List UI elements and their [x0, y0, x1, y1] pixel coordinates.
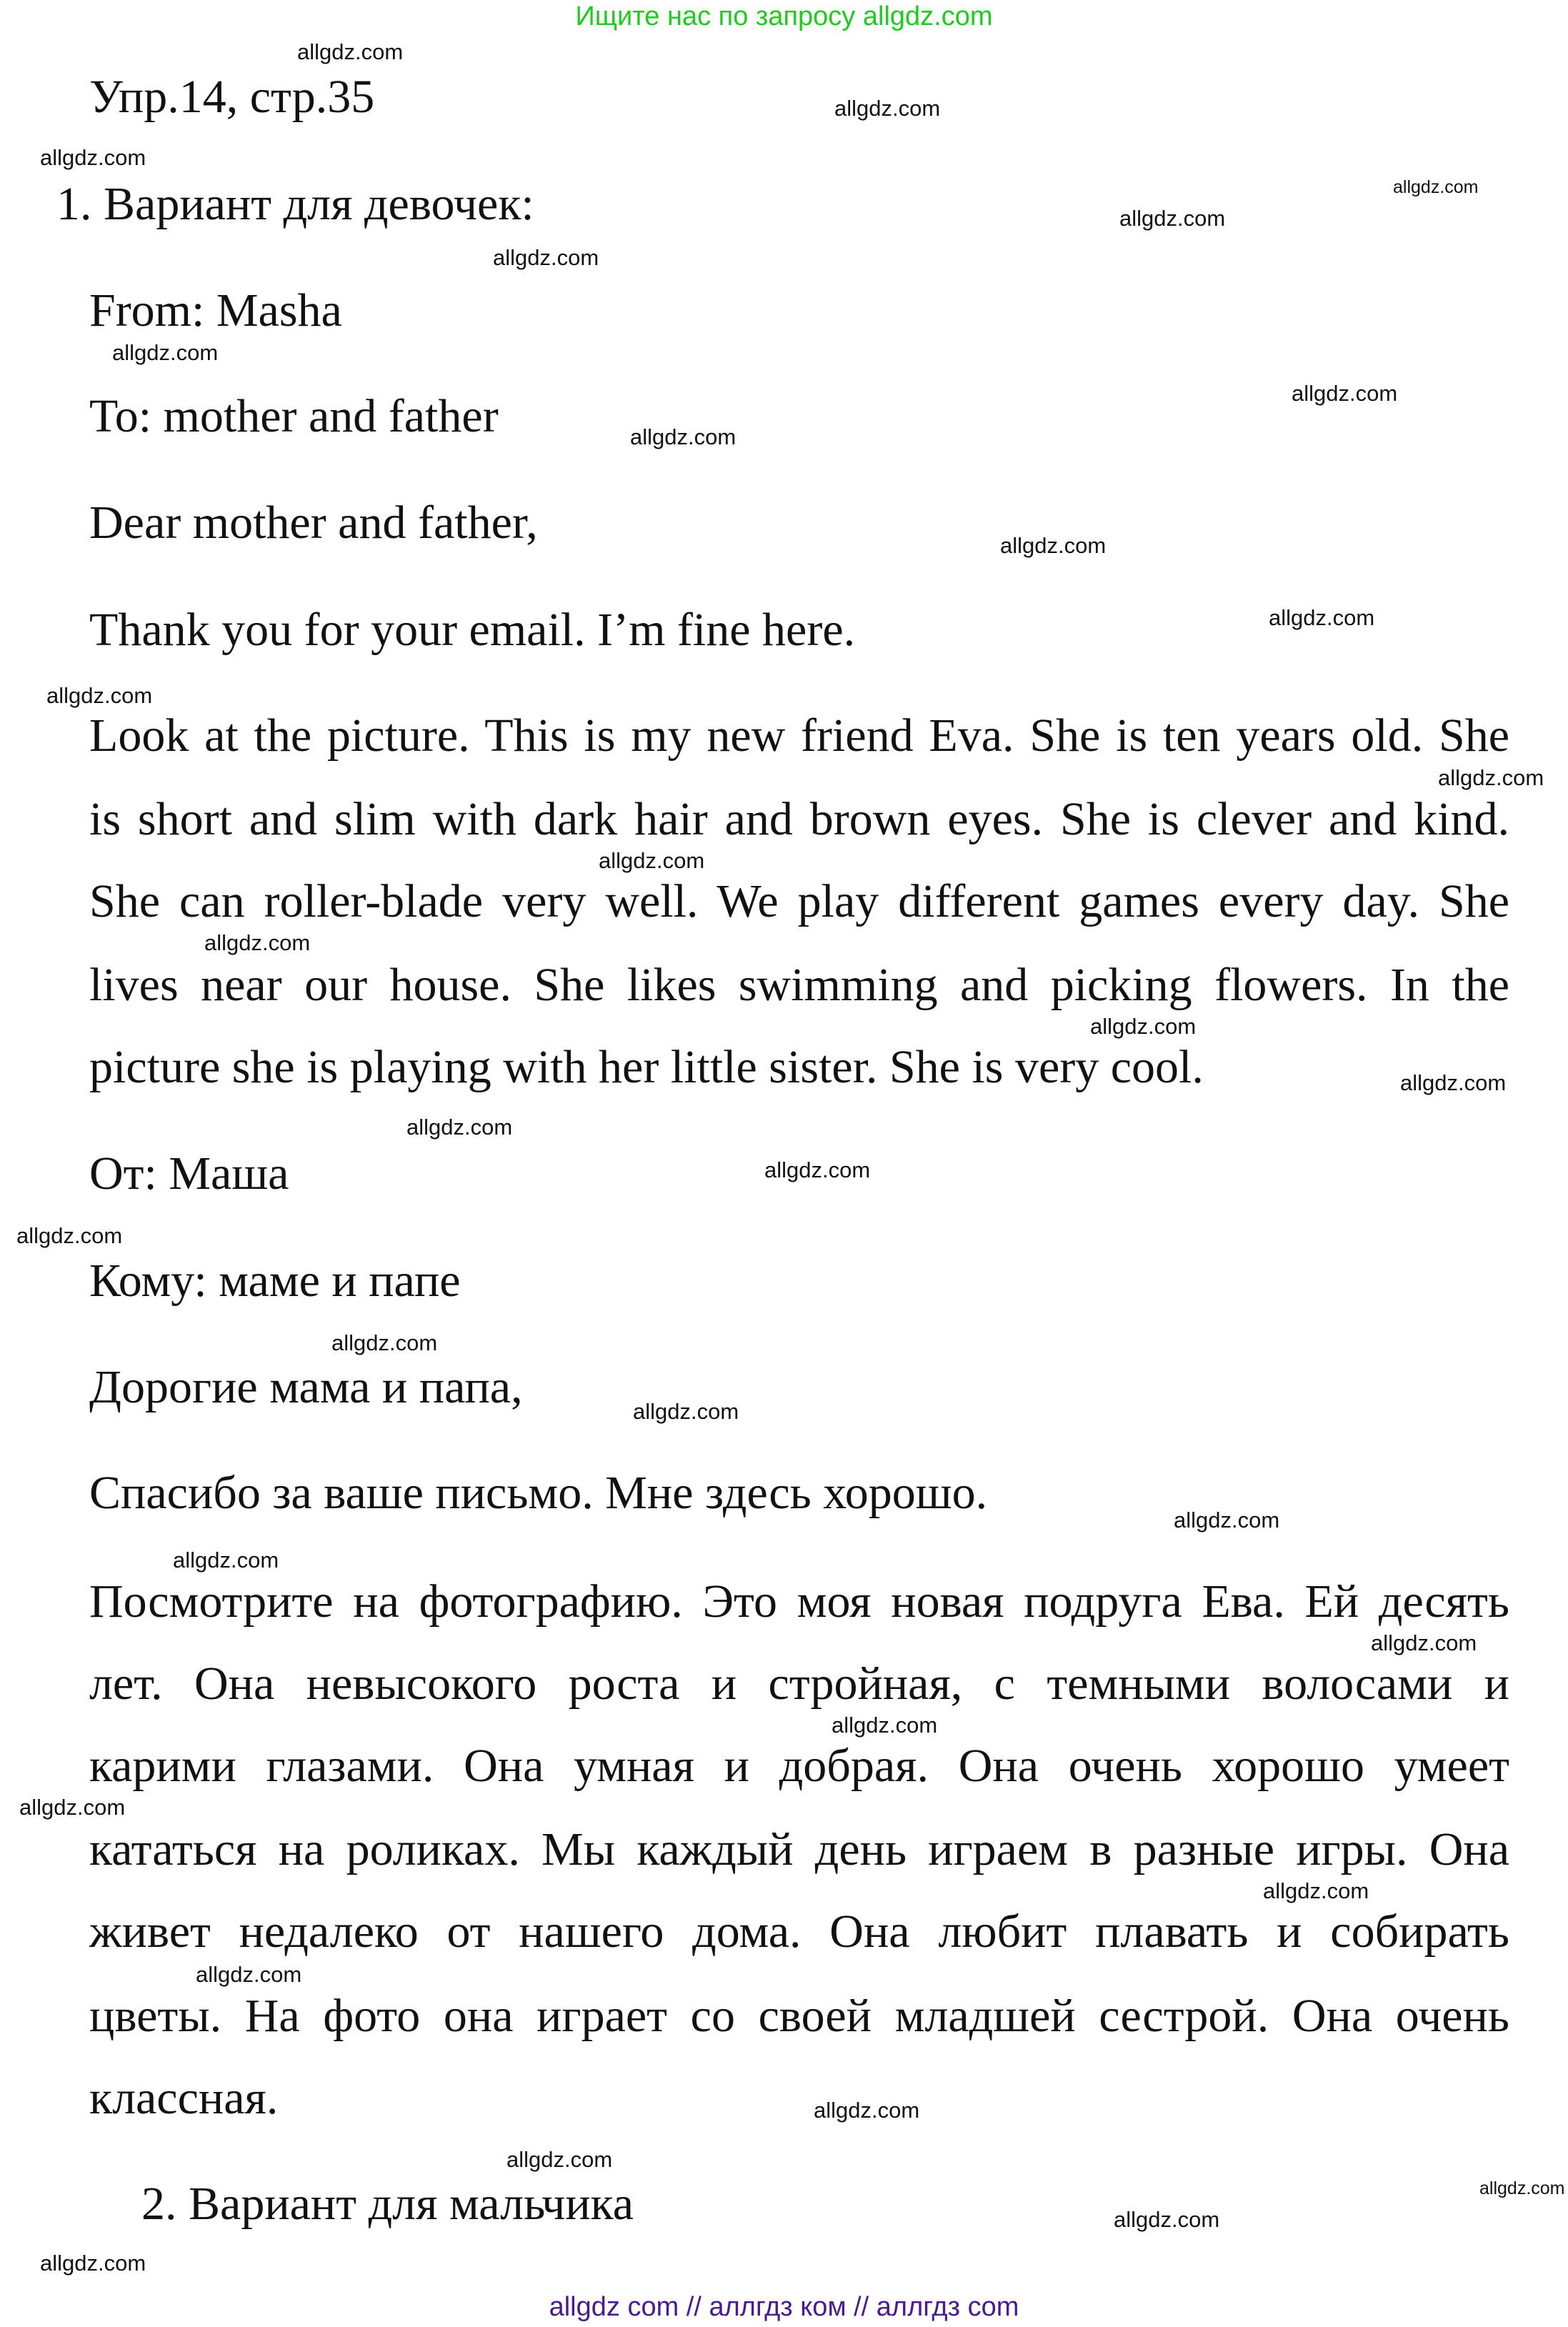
watermark: allgdz.com [1263, 1878, 1369, 1903]
letter-body-line-ru: лет. Она невысокого роста и стройная, с темными волосами и [89, 1658, 1509, 1710]
watermark: allgdz.com [1119, 206, 1226, 231]
letter-body-line: Look at the picture. This is my new friend Eva. She is ten years old. She [89, 710, 1509, 762]
watermark: allgdz.com [599, 848, 705, 873]
watermark: allgdz.com [1393, 177, 1479, 197]
letter-body-line-ru: кататься на роликах. Мы каждый день играем в разные игры. Она [89, 1824, 1509, 1875]
page-title: Упр.14, стр.35 [89, 71, 375, 123]
watermark: allgdz.com [506, 2147, 613, 2172]
letter-to-ru: Кому: маме и папе [89, 1255, 461, 1307]
watermark: allgdz.com [630, 424, 736, 449]
watermark: allgdz.com [40, 2251, 146, 2276]
variant-1-heading: 1. Вариант для девочек: [56, 178, 534, 230]
letter-body-line-ru: карими глазами. Она умная и добрая. Она очень хорошо умеет [89, 1740, 1509, 1792]
watermark: allgdz.com [1400, 1070, 1507, 1095]
letter-body-line: is short and slim with dark hair and brown eyes. She is clever and kind. [89, 794, 1509, 845]
watermark: allgdz.com [1174, 1508, 1280, 1533]
watermark: allgdz.com [19, 1795, 126, 1820]
letter-body-line: She can roller-blade very well. We play different games every day. She [89, 876, 1509, 927]
letter-greeting-ru: Дорогие мама и папа, [89, 1361, 523, 1413]
watermark: allgdz.com [1114, 2207, 1220, 2232]
letter-to: To: mother and father [89, 390, 499, 442]
watermark: allgdz.com [1371, 1630, 1477, 1655]
footer-banner[interactable]: allgdz com // аллгдз ком // аллгдз com [549, 2292, 1019, 2322]
watermark: allgdz.com [331, 1330, 438, 1355]
watermark: allgdz.com [764, 1157, 871, 1182]
watermark: allgdz.com [40, 145, 146, 170]
letter-body-line: lives near our house. She likes swimming and picking flowers. In the [89, 960, 1509, 1011]
letter-greeting: Dear mother and father, [89, 497, 538, 549]
watermark: allgdz.com [297, 39, 404, 64]
letter-body-line-ru: цветы. На фото она играет со своей младшей сестрой. Она очень [89, 1990, 1509, 2042]
letter-from: From: Masha [89, 284, 342, 337]
watermark: allgdz.com [834, 96, 941, 121]
watermark: allgdz.com [1000, 533, 1107, 558]
letter-body-line-ru: живет недалеко от нашего дома. Она любит плавать и собирать [89, 1906, 1509, 1958]
letter-thanks-ru: Спасибо за ваше письмо. Мне здесь хорошо. [89, 1467, 988, 1519]
watermark: allgdz.com [46, 683, 153, 708]
watermark: allgdz.com [1438, 765, 1544, 790]
watermark: allgdz.com [1479, 2178, 1565, 2198]
watermark: allgdz.com [173, 1548, 279, 1573]
watermark: allgdz.com [1090, 1014, 1197, 1039]
letter-from-ru: От: Маша [89, 1147, 289, 1200]
watermark: allgdz.com [1269, 605, 1375, 630]
watermark: allgdz.com [196, 1962, 302, 1987]
letter-thanks: Thank you for your email. I’m fine here. [89, 604, 856, 656]
watermark: allgdz.com [633, 1399, 739, 1424]
watermark: allgdz.com [493, 245, 599, 270]
watermark: allgdz.com [112, 340, 219, 365]
watermark: allgdz.com [16, 1223, 123, 1248]
variant-2-heading: 2. Вариант для мальчика [141, 2178, 634, 2230]
search-banner[interactable]: Ищите нас по запросу allgdz.com [575, 1, 993, 31]
watermark: allgdz.com [1292, 381, 1398, 406]
letter-body-line-ru: классная. [89, 2073, 279, 2124]
watermark: allgdz.com [204, 930, 311, 955]
letter-body-line-ru: Посмотрите на фотографию. Это моя новая подруга Ева. Ей десять [89, 1576, 1509, 1628]
letter-body-line: picture she is playing with her little sister. She is very cool. [89, 1042, 1204, 1093]
watermark: allgdz.com [832, 1713, 938, 1738]
watermark: allgdz.com [814, 2098, 920, 2123]
watermark: allgdz.com [406, 1115, 513, 1140]
